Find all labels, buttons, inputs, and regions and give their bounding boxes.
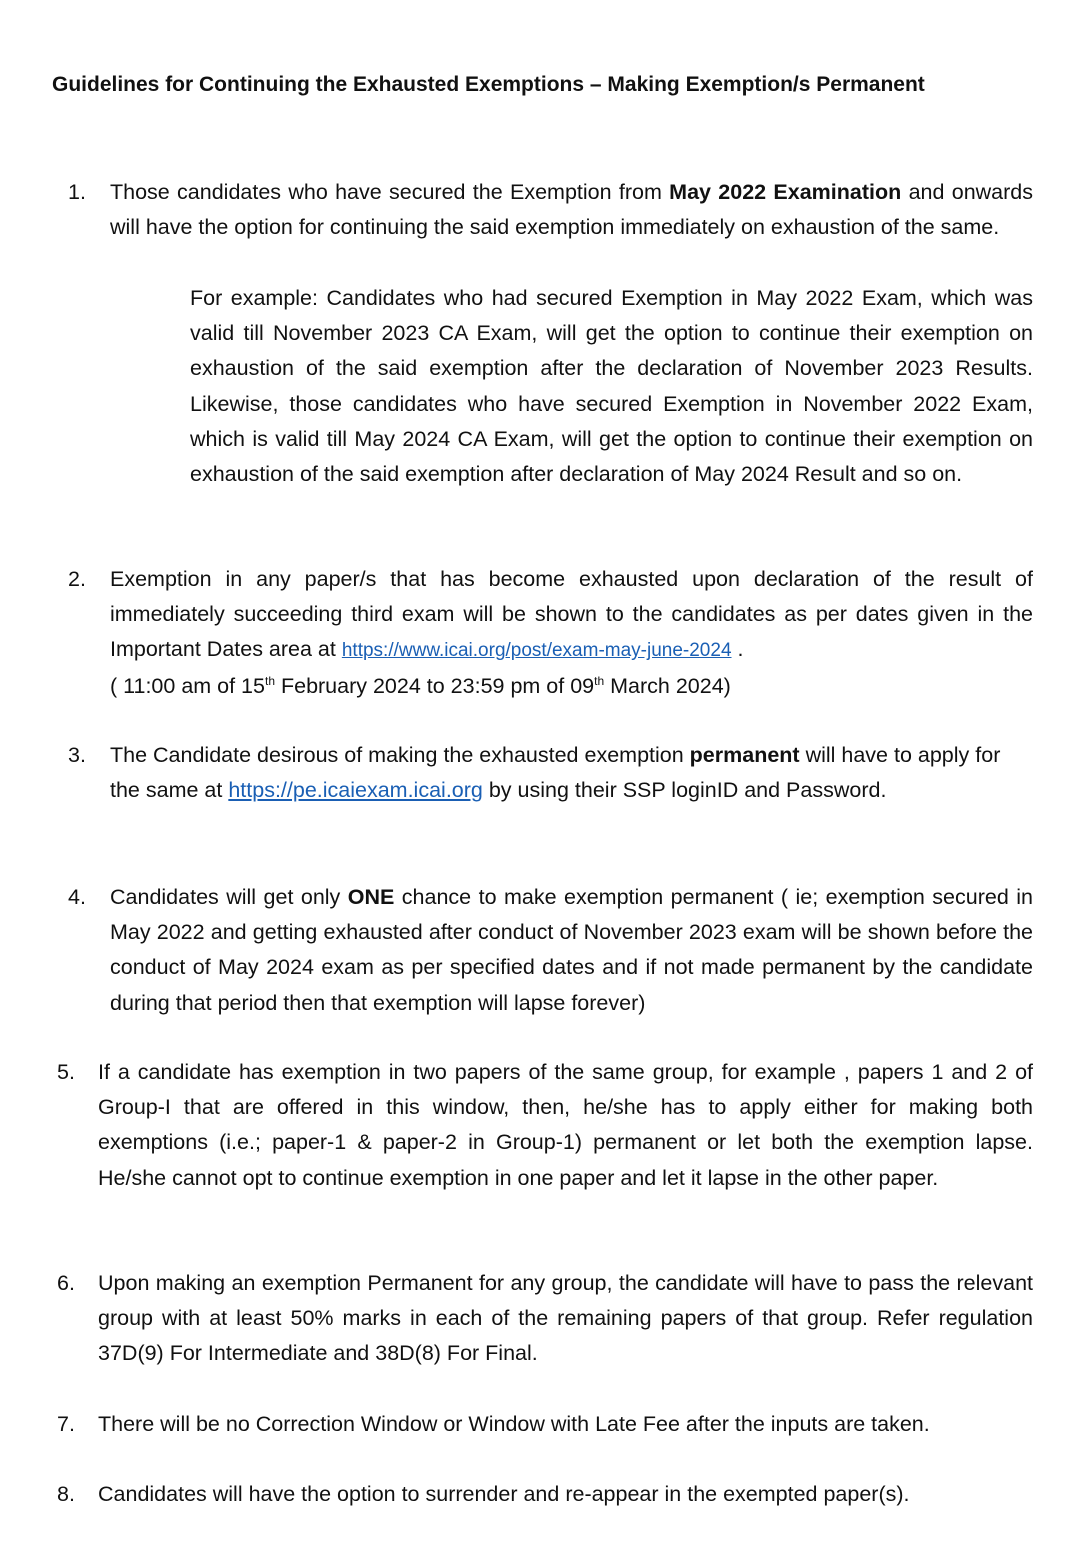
item-text: and onwards will have the option for continuing the said exemption immediately on exhaustion of the same.: [110, 180, 1034, 240]
item-bold-text: ONE: [347, 885, 395, 909]
list-number: 6.: [57, 1271, 75, 1295]
list-number: 3.: [68, 743, 86, 767]
list-number: 8.: [57, 1482, 75, 1506]
exam-page-link[interactable]: https://www.icai.org/post/exam-may-june-2024: [341, 640, 732, 662]
date-text: March 2024): [604, 673, 731, 698]
page-title: Guidelines for Continuing the Exhausted Exemptions – Making Exemption/s Permanent: [52, 73, 925, 96]
list-item-2: [110, 562, 1033, 704]
list-item-5: [98, 1055, 1033, 1196]
item-text: Candidates will get only: [110, 885, 348, 909]
ordinal-suffix: th: [264, 673, 275, 688]
item-text: .: [731, 637, 744, 662]
item-text: by using their SSP loginID and Password.: [482, 778, 887, 803]
item-bold-text: permanent: [689, 743, 800, 767]
list-number: 5.: [57, 1060, 75, 1084]
permanent-exemption-link[interactable]: https://pe.icaiexam.icai.org: [228, 778, 483, 803]
list-number: 1.: [68, 180, 86, 204]
item-text: chance to make exemption permanent ( ie; exemption secured in May 2022 and getting exhausted after conduct of November 2023 exam will be shown before the conduct of May 2024 exam as per specified dates and if not made permanent by the candidate during that period then that exemption will lapse forever): [110, 885, 1033, 1015]
list-item-3: [110, 738, 1015, 808]
item-paragraph: [110, 562, 1033, 669]
list-number: 4.: [68, 885, 86, 909]
date-text: ( 11:00 am of 15: [110, 673, 265, 698]
list-item-6: [98, 1266, 1033, 1372]
item-text: There will be no Correction Window or Window with Late Fee after the inputs are taken.: [98, 1412, 930, 1436]
item-text: The Candidate desirous of making the exhausted exemption: [110, 743, 690, 767]
item-text: Candidates will have the option to surrender and re-appear in the exempted paper(s).: [98, 1482, 910, 1506]
ordinal-suffix: th: [594, 673, 605, 688]
example-paragraph: For example: Candidates who had secured Exemption in May 2022 Exam, which was valid till November 2023 CA Exam, will get the option to continue their exemption on exhaustion of the said exemption after the declaration of November 2023 Results. Likewise, those candidates who have secured Exemption in November 2022 Exam, which is valid till May 2024 CA Exam, will get the option to continue their exemption on exhaustion of the said exemption after declaration of May 2024 Result and so on.: [190, 286, 1033, 487]
item-text: Exemption in any paper/s that has become exhausted upon declaration of the result of immediately succeeding third exam will be shown to the candidates as per dates given in the Important Dates area at: [110, 567, 1033, 662]
list-item-1: [110, 175, 1033, 245]
list-number: 7.: [57, 1412, 75, 1436]
list-item-4: [110, 880, 1033, 1021]
item-bold-text: May 2022 Examination: [669, 180, 902, 204]
list-number: 2.: [68, 567, 86, 591]
list-item-8: [98, 1477, 1058, 1512]
list-item-7: [98, 1407, 1058, 1442]
date-range: [110, 669, 1033, 704]
item-text: will have to apply for the same at: [110, 743, 1001, 803]
item-text: Upon making an exemption Permanent for any group, the candidate will have to pass the relevant group with at least 50% marks in each of the remaining papers of that group. Refer regulation 37D(9) For Intermediate and 38D(8) For Final.: [98, 1271, 1033, 1366]
item-text: If a candidate has exemption in two papers of the same group, for example , papers 1 and 2 of Group-I that are offered in this window, then, he/she has to apply either for making both exemptions (i.e.; paper-1 & paper-2 in Group-1) permanent or let both the exemption lapse. He/she cannot opt to continue exemption in one paper and let it lapse in the other paper.: [98, 1060, 1033, 1190]
date-text: February 2024 to 23:59 pm of 09: [275, 673, 595, 698]
item-text: Those candidates who have secured the Exemption from: [110, 180, 670, 204]
